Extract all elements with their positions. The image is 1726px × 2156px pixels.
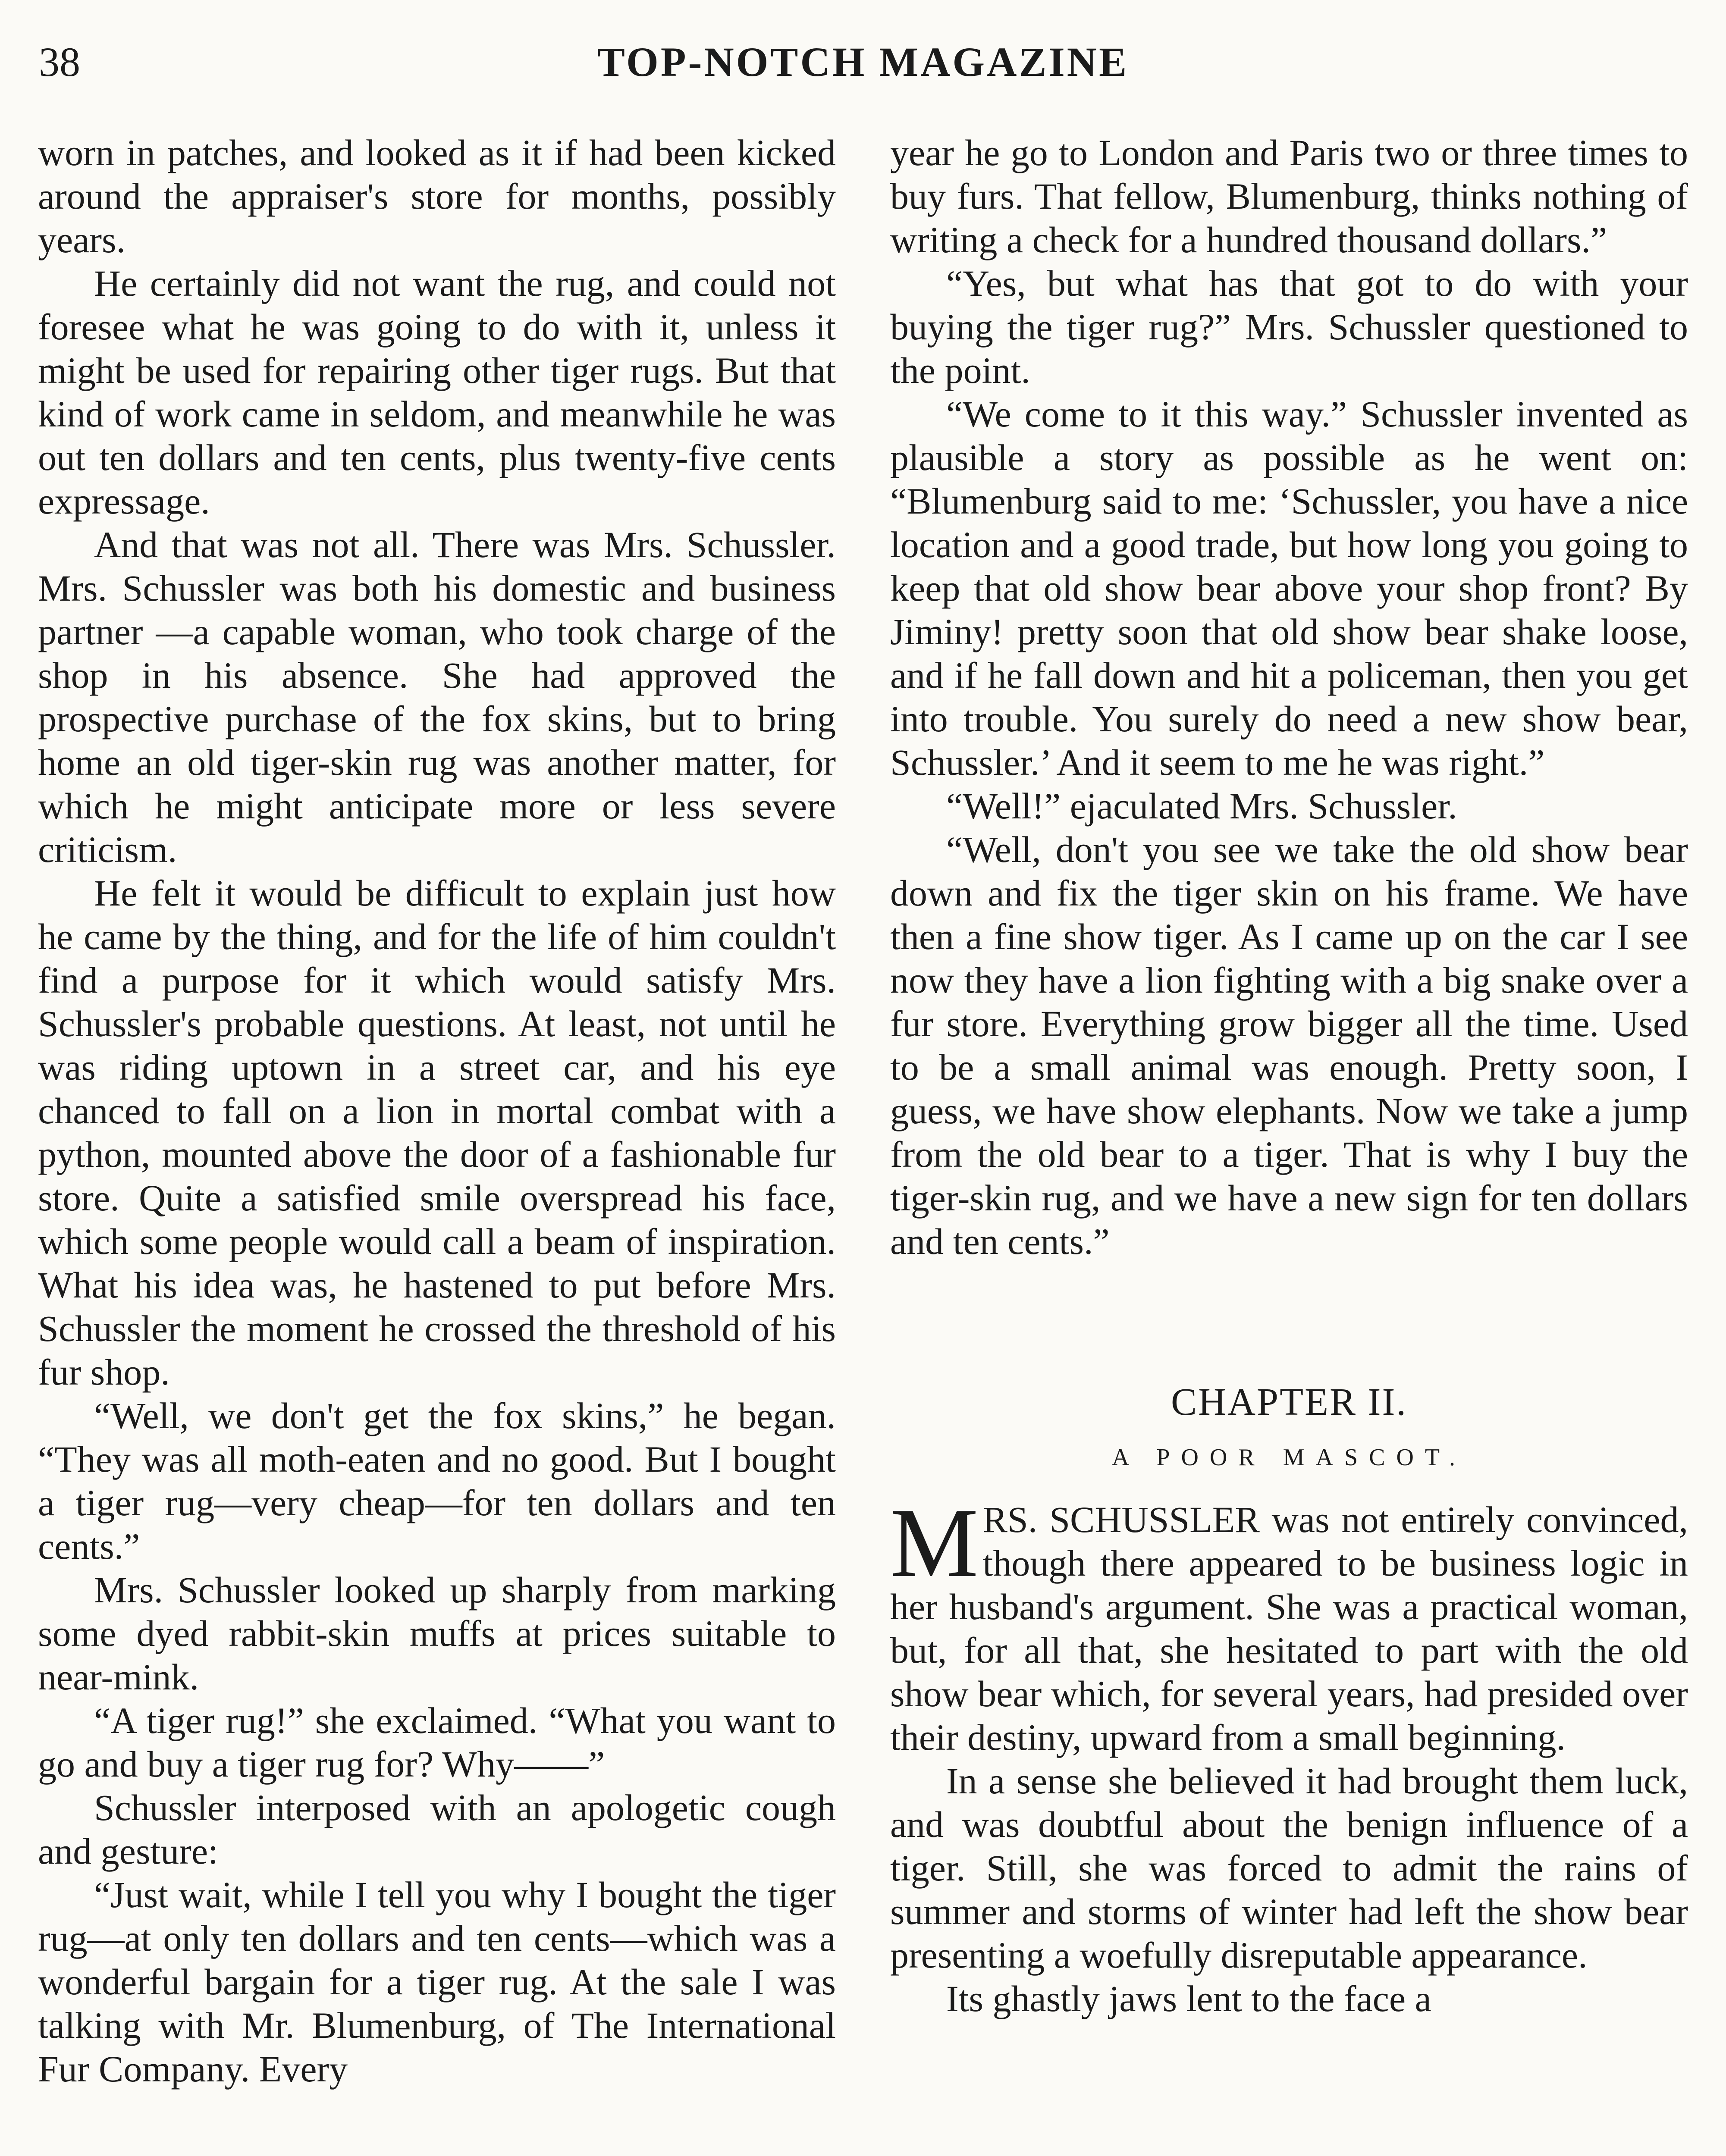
lead-text: RS. SCHUSSLER was not entirely convinced, though there appeared to be business logic in her husband's argument. She was a practical woman, but, for all that, she hesitated to part with the old show bear which, for several years, had presided over their destiny, upward from a small beginning. xyxy=(890,1499,1688,1758)
paragraph: year he go to London and Paris two or three times to buy furs. That fellow, Blumenburg, thinks nothing of writing a check for a hundred thousand dollars.” xyxy=(890,132,1688,260)
paragraph: “A tiger rug!” she exclaimed. “What you want to go and buy a tiger rug for? Why——” xyxy=(38,1700,836,1785)
page-number: 38 xyxy=(39,39,80,85)
paragraph: “Well, we don't get the fox skins,” he began. “They was all moth-eaten and no good. But I bought a tiger rug—very cheap—for ten dollars and ten cents.” xyxy=(38,1395,836,1567)
chapter-lead-paragraph xyxy=(890,1488,1688,1759)
paragraph: Its ghastly jaws lent to the face a xyxy=(946,1978,1431,2019)
paragraph: In a sense she believed it had brought them luck, and was doubtful about the benign influence of a tiger. Still, she was forced to admit the rains of summer and storms of winter had left the show bear presenting a woefully disreputable appearance. xyxy=(890,1760,1688,1976)
chapter-title: A POOR MASCOT. xyxy=(1112,1444,1466,1471)
paragraph: And that was not all. There was Mrs. Schussler. Mrs. Schussler was both his domestic and business partner —a capable woman, who took charge of the shop in his absence. She had approved the prospective purchase of the fox skins, but to bring home an old tiger-skin rug was another matter, for which he might anticipate more or less severe criticism. xyxy=(38,524,836,870)
chapter-block xyxy=(890,1376,1688,2021)
paragraph: He felt it would be difficult to explain just how he came by the thing, and for the life of him couldn't find a purpose for it which would satisfy Mrs. Schussler's probable questions. At least, not until he was riding uptown in a street car, and his eye chanced to fall on a lion in mortal combat with a python, mounted above the door of a fashionable fur store. Quite a satisfied smile overspread his face, which some people would call a beam of inspiration. What his idea was, he hastened to put before Mrs. Schussler the moment he crossed the threshold of his fur shop. xyxy=(38,872,836,1393)
paragraph: Schussler interposed with an apologetic cough and gesture: xyxy=(38,1787,836,1872)
paragraph: “Well, don't you see we take the old show bear down and fix the tiger skin on his frame. We have then a fine show tiger. As I came up on the car I see now they have a lion fighting with a big snake over a fur store. Everything grow bigger all the time. Used to be a small animal was enough. Pretty soon, I guess, we have show elephants. Now we take a jump from the old bear to a tiger. That is why I buy the tiger-skin rug, and we have a new sign for ten dollars and ten cents.” xyxy=(890,829,1688,1262)
paragraph: “Well!” ejaculated Mrs. Schussler. xyxy=(946,785,1457,827)
left-column xyxy=(38,131,836,2091)
paragraph: worn in patches, and looked as it if had been kicked around the appraiser's store for months, possibly years. xyxy=(38,132,836,260)
paragraph: “Just wait, while I tell you why I bought the tiger rug—at only ten dollars and ten cents—which was a wonderful bargain for a tiger rug. At the sale I was talking with Mr. Blumenburg, of The International Fur Company. Every xyxy=(38,1874,836,2090)
running-head: TOP-NOTCH MAGAZINE xyxy=(597,39,1129,85)
paragraph: He certainly did not want the rug, and could not foresee what he was going to do with it, unless it might be used for repairing other tiger rugs. But that kind of work came in seldom, and meanwhile he was out ten dollars and ten cents, plus twenty-five cents expressage. xyxy=(38,263,836,522)
chapter-heading: CHAPTER II. xyxy=(1171,1381,1407,1423)
paragraph: Mrs. Schussler looked up sharply from marking some dyed rabbit-skin muffs at prices suitable to near-mink. xyxy=(38,1569,836,1698)
drop-cap: M xyxy=(890,1488,979,1598)
paragraph: “We come to it this way.” Schussler invented as plausible a story as possible as he went on: “Blumenburg said to me: ‘Schussler, you have a nice location and a good trade, but how long you going to keep that old show bear above your shop front? By Jiminy! pretty soon that old show bear shake loose, and if he fall down and hit a policeman, then you get into trouble. You surely do need a new show bear, Schussler.’ And it seem to me he was right.” xyxy=(890,393,1688,783)
right-column xyxy=(890,131,1688,2021)
paragraph: “Yes, but what has that got to do with your buying the tiger rug?” Mrs. Schussler questioned to the point. xyxy=(890,263,1688,391)
